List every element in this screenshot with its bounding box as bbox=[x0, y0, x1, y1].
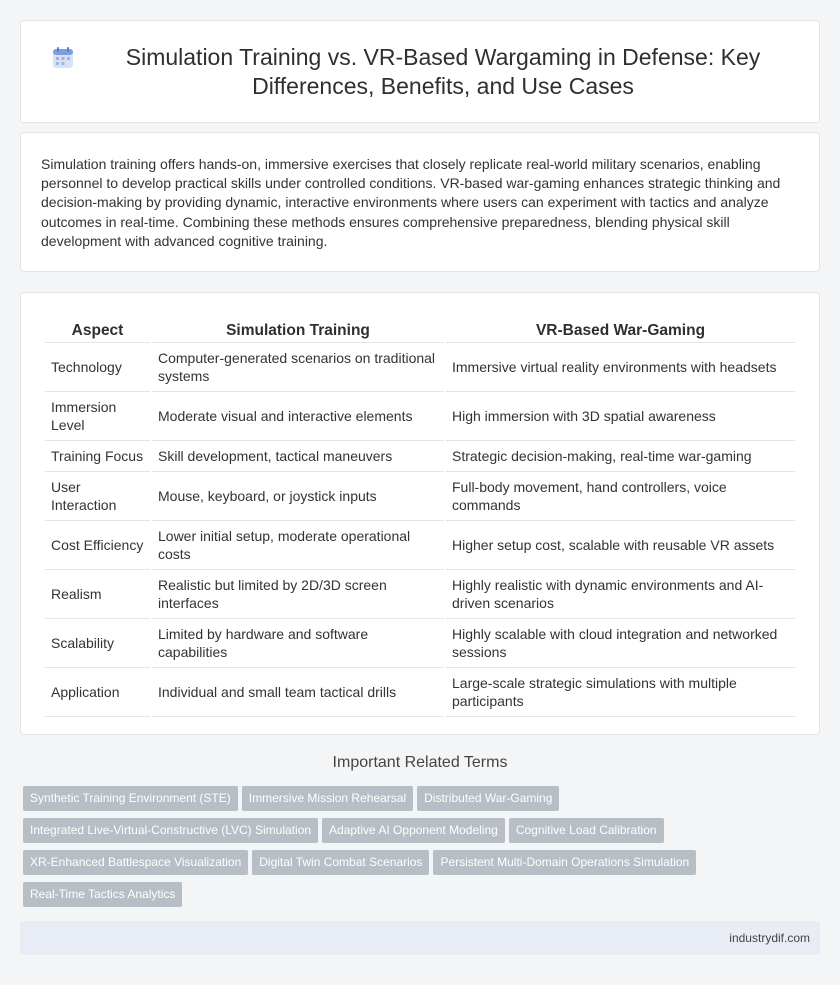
table-row bbox=[45, 392, 795, 441]
footer-site-link[interactable]: industrydif.com bbox=[729, 931, 810, 945]
row-simulation: Mouse, keyboard, or joystick inputs bbox=[152, 472, 444, 521]
calendar-icon bbox=[51, 46, 75, 70]
row-aspect: Training Focus bbox=[45, 441, 150, 472]
title-card bbox=[20, 20, 820, 123]
related-term-tag[interactable]: Cognitive Load Calibration bbox=[509, 818, 664, 843]
table-row bbox=[45, 343, 795, 392]
related-term-tag[interactable]: Distributed War-Gaming bbox=[417, 786, 559, 811]
row-vr: Large-scale strategic simulations with multiple participants bbox=[446, 668, 795, 717]
row-vr: High immersion with 3D spatial awareness bbox=[446, 392, 795, 441]
row-vr: Full-body movement, hand controllers, voice commands bbox=[446, 472, 795, 521]
related-term-tag[interactable]: Real-Time Tactics Analytics bbox=[23, 882, 182, 907]
table-row bbox=[45, 619, 795, 668]
row-vr: Immersive virtual reality environments with headsets bbox=[446, 343, 795, 392]
related-term-tag[interactable]: Immersive Mission Rehearsal bbox=[242, 786, 413, 811]
row-simulation: Lower initial setup, moderate operational costs bbox=[152, 521, 444, 570]
row-simulation: Computer-generated scenarios on traditional systems bbox=[152, 343, 444, 392]
table-row bbox=[45, 668, 795, 717]
row-vr: Highly realistic with dynamic environments and AI-driven scenarios bbox=[446, 570, 795, 619]
row-simulation: Limited by hardware and software capabilities bbox=[152, 619, 444, 668]
intro-card bbox=[20, 132, 820, 272]
table-header-row bbox=[45, 311, 795, 343]
row-aspect: Immersion Level bbox=[45, 392, 150, 441]
header-aspect: Aspect bbox=[45, 311, 150, 343]
header-simulation-training: Simulation Training bbox=[152, 311, 444, 343]
table-row bbox=[45, 441, 795, 472]
related-terms-heading: Important Related Terms bbox=[332, 754, 508, 771]
related-term-tag[interactable]: Integrated Live-Virtual-Constructive (LVC) Simulation bbox=[23, 818, 318, 843]
row-simulation: Moderate visual and interactive elements bbox=[152, 392, 444, 441]
row-aspect: Realism bbox=[45, 570, 150, 619]
related-term-tag[interactable]: Synthetic Training Environment (STE) bbox=[23, 786, 238, 811]
row-simulation: Individual and small team tactical drills bbox=[152, 668, 444, 717]
row-aspect: Scalability bbox=[45, 619, 150, 668]
comparison-table bbox=[43, 311, 797, 717]
row-simulation: Realistic but limited by 2D/3D screen interfaces bbox=[152, 570, 444, 619]
footer bbox=[20, 921, 820, 955]
table-row bbox=[45, 521, 795, 570]
intro-paragraph: Simulation training offers hands-on, immersive exercises that closely replicate real-world military scenarios, enabling personnel to develop practical skills under controlled conditions. VR-based war-gaming enhances strategic thinking and decision-making by providing dynamic, interactive environments where users can experiment with tactics and analyze outcomes in real-time. Combining these methods ensures comprehensive preparedness, blending physical skill development with advanced cognitive training. bbox=[41, 156, 781, 249]
row-vr: Higher setup cost, scalable with reusable VR assets bbox=[446, 521, 795, 570]
related-term-tag[interactable]: Digital Twin Combat Scenarios bbox=[252, 850, 429, 875]
page-title: Simulation Training vs. VR-Based Wargaming in Defense: Key Differences, Benefits, and Use Cases bbox=[125, 43, 761, 99]
related-term-tag[interactable]: Persistent Multi-Domain Operations Simulation bbox=[433, 850, 696, 875]
row-vr: Strategic decision-making, real-time war-gaming bbox=[446, 441, 795, 472]
row-vr: Highly scalable with cloud integration and networked sessions bbox=[446, 619, 795, 668]
related-terms-list bbox=[23, 786, 823, 914]
related-term-tag[interactable]: Adaptive AI Opponent Modeling bbox=[322, 818, 505, 843]
table-row bbox=[45, 472, 795, 521]
row-aspect: Application bbox=[45, 668, 150, 717]
comparison-card bbox=[20, 292, 820, 735]
table-row bbox=[45, 570, 795, 619]
row-simulation: Skill development, tactical maneuvers bbox=[152, 441, 444, 472]
row-aspect: Cost Efficiency bbox=[45, 521, 150, 570]
related-term-tag[interactable]: XR-Enhanced Battlespace Visualization bbox=[23, 850, 248, 875]
header-vr-wargaming: VR-Based War-Gaming bbox=[446, 311, 795, 343]
row-aspect: User Interaction bbox=[45, 472, 150, 521]
row-aspect: Technology bbox=[45, 343, 150, 392]
